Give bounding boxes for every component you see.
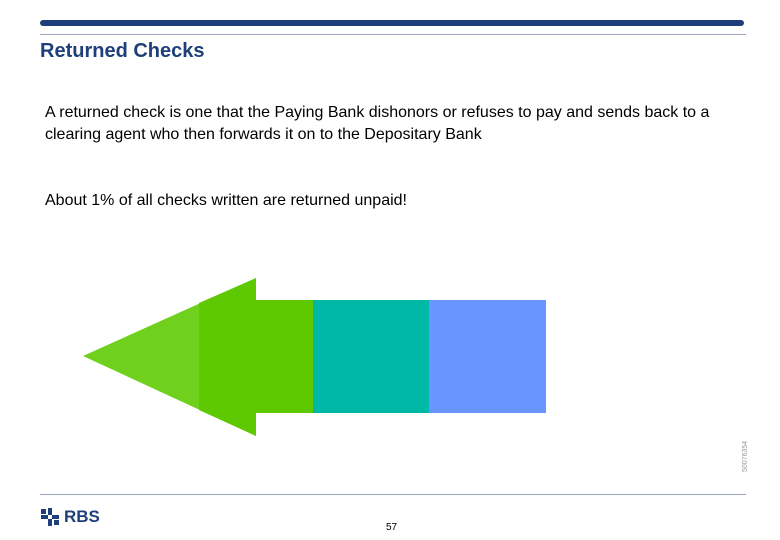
teal-block — [313, 300, 429, 413]
rbs-logo — [40, 506, 100, 528]
rbs-daisy-icon — [40, 508, 60, 526]
arrow-body-shape — [199, 278, 313, 436]
statistic-paragraph: About 1% of all checks written are returned unpaid! — [45, 192, 407, 209]
page-number: 57 — [386, 522, 398, 533]
slide-title: Returned Checks — [40, 40, 205, 62]
side-reference-code: 50076354 — [742, 440, 749, 472]
rbs-logo-text: RBS — [64, 507, 100, 526]
definition-paragraph: A returned check is one that the Paying Bank dishonors or refuses to pay and sends back to a clearing agent who then forwards it on to the Depositary Bank — [45, 104, 710, 143]
blue-block — [429, 300, 546, 413]
footer-rule — [40, 494, 746, 495]
